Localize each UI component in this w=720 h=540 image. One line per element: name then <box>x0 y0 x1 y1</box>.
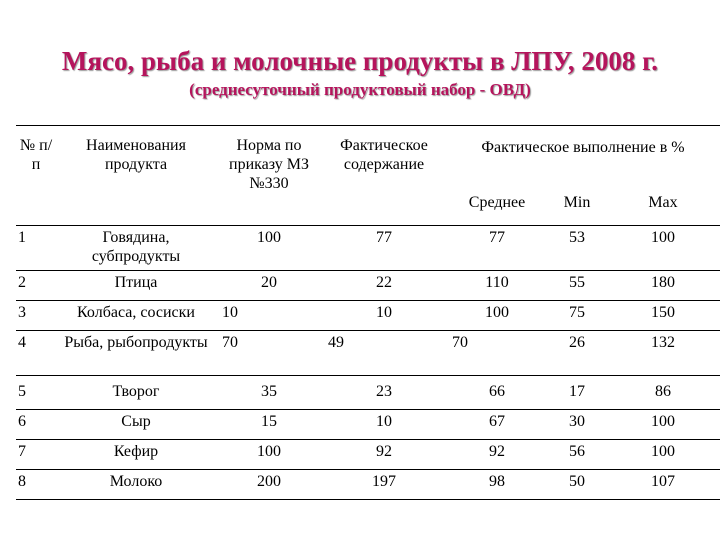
cell-min: 50 <box>548 470 606 500</box>
table-header-row <box>16 126 720 189</box>
cell-name: Молоко <box>56 470 216 500</box>
page-title: Мясо, рыба и молочные продукты в ЛПУ, 2008 г. <box>61 46 659 76</box>
cell-min: 17 <box>548 376 606 410</box>
cell-num: 5 <box>16 376 56 410</box>
table-row <box>16 376 720 410</box>
cell-num: 6 <box>16 410 56 440</box>
cell-avg: 98 <box>446 470 548 500</box>
cell-num: 4 <box>16 331 56 376</box>
cell-name: Колбаса, сосиски <box>56 301 216 331</box>
cell-max: 100 <box>606 410 720 440</box>
cell-norm: 100 <box>216 226 322 271</box>
cell-min: 53 <box>548 226 606 271</box>
cell-num: 1 <box>16 226 56 271</box>
cell-norm: 20 <box>216 271 322 301</box>
cell-min: 26 <box>548 331 606 376</box>
header-avg: Среднее <box>468 194 526 211</box>
cell-avg: 77 <box>446 226 548 271</box>
cell-norm: 10 <box>216 301 322 331</box>
cell-max: 132 <box>606 331 720 376</box>
cell-norm: 15 <box>216 410 322 440</box>
cell-avg: 110 <box>446 271 548 301</box>
table-row <box>16 470 720 500</box>
cell-fact: 22 <box>322 271 446 301</box>
cell-avg: 67 <box>446 410 548 440</box>
table-row <box>16 271 720 301</box>
cell-fact: 10 <box>322 301 446 331</box>
cell-max: 180 <box>606 271 720 301</box>
cell-num: 2 <box>16 271 56 301</box>
cell-norm: 35 <box>216 376 322 410</box>
cell-name: Сыр <box>56 410 216 440</box>
cell-norm: 200 <box>216 470 322 500</box>
cell-norm: 100 <box>216 440 322 470</box>
cell-avg: 70 <box>446 331 548 376</box>
cell-max: 86 <box>606 376 720 410</box>
cell-name: Говядина, субпродукты <box>56 226 216 271</box>
cell-avg: 66 <box>446 376 548 410</box>
cell-num: 7 <box>16 440 56 470</box>
page-subtitle: (среднесуточный продуктовый набор - ОВД) <box>189 80 531 99</box>
cell-name: Рыба, рыбопродукты <box>56 331 216 376</box>
header-name: Наименования продукта <box>56 126 216 226</box>
header-fact: Фактическое содержание <box>322 126 446 226</box>
cell-max: 100 <box>606 226 720 271</box>
header-norm: Норма по приказу МЗ №330 <box>216 126 322 226</box>
cell-max: 100 <box>606 440 720 470</box>
header-performance: Фактическое выполнение в % <box>446 126 720 189</box>
header-num: № п/п <box>16 126 56 226</box>
cell-fact: 10 <box>322 410 446 440</box>
cell-fact: 77 <box>322 226 446 271</box>
table-row <box>16 331 720 376</box>
cell-fact: 49 <box>322 331 446 376</box>
cell-name: Птица <box>56 271 216 301</box>
cell-max: 150 <box>606 301 720 331</box>
cell-name: Творог <box>56 376 216 410</box>
table-row <box>16 440 720 470</box>
table-row <box>16 226 720 271</box>
cell-avg: 100 <box>446 301 548 331</box>
cell-max: 107 <box>606 470 720 500</box>
header-max: Max <box>648 194 678 211</box>
cell-norm: 70 <box>216 331 322 376</box>
food-table <box>16 125 720 500</box>
cell-fact: 23 <box>322 376 446 410</box>
cell-min: 55 <box>548 271 606 301</box>
cell-min: 75 <box>548 301 606 331</box>
cell-num: 3 <box>16 301 56 331</box>
cell-min: 56 <box>548 440 606 470</box>
cell-min: 30 <box>548 410 606 440</box>
cell-fact: 197 <box>322 470 446 500</box>
cell-avg: 92 <box>446 440 548 470</box>
table-row <box>16 410 720 440</box>
cell-num: 8 <box>16 470 56 500</box>
cell-name: Кефир <box>56 440 216 470</box>
cell-fact: 92 <box>322 440 446 470</box>
table-row <box>16 301 720 331</box>
header-min: Min <box>563 194 591 211</box>
